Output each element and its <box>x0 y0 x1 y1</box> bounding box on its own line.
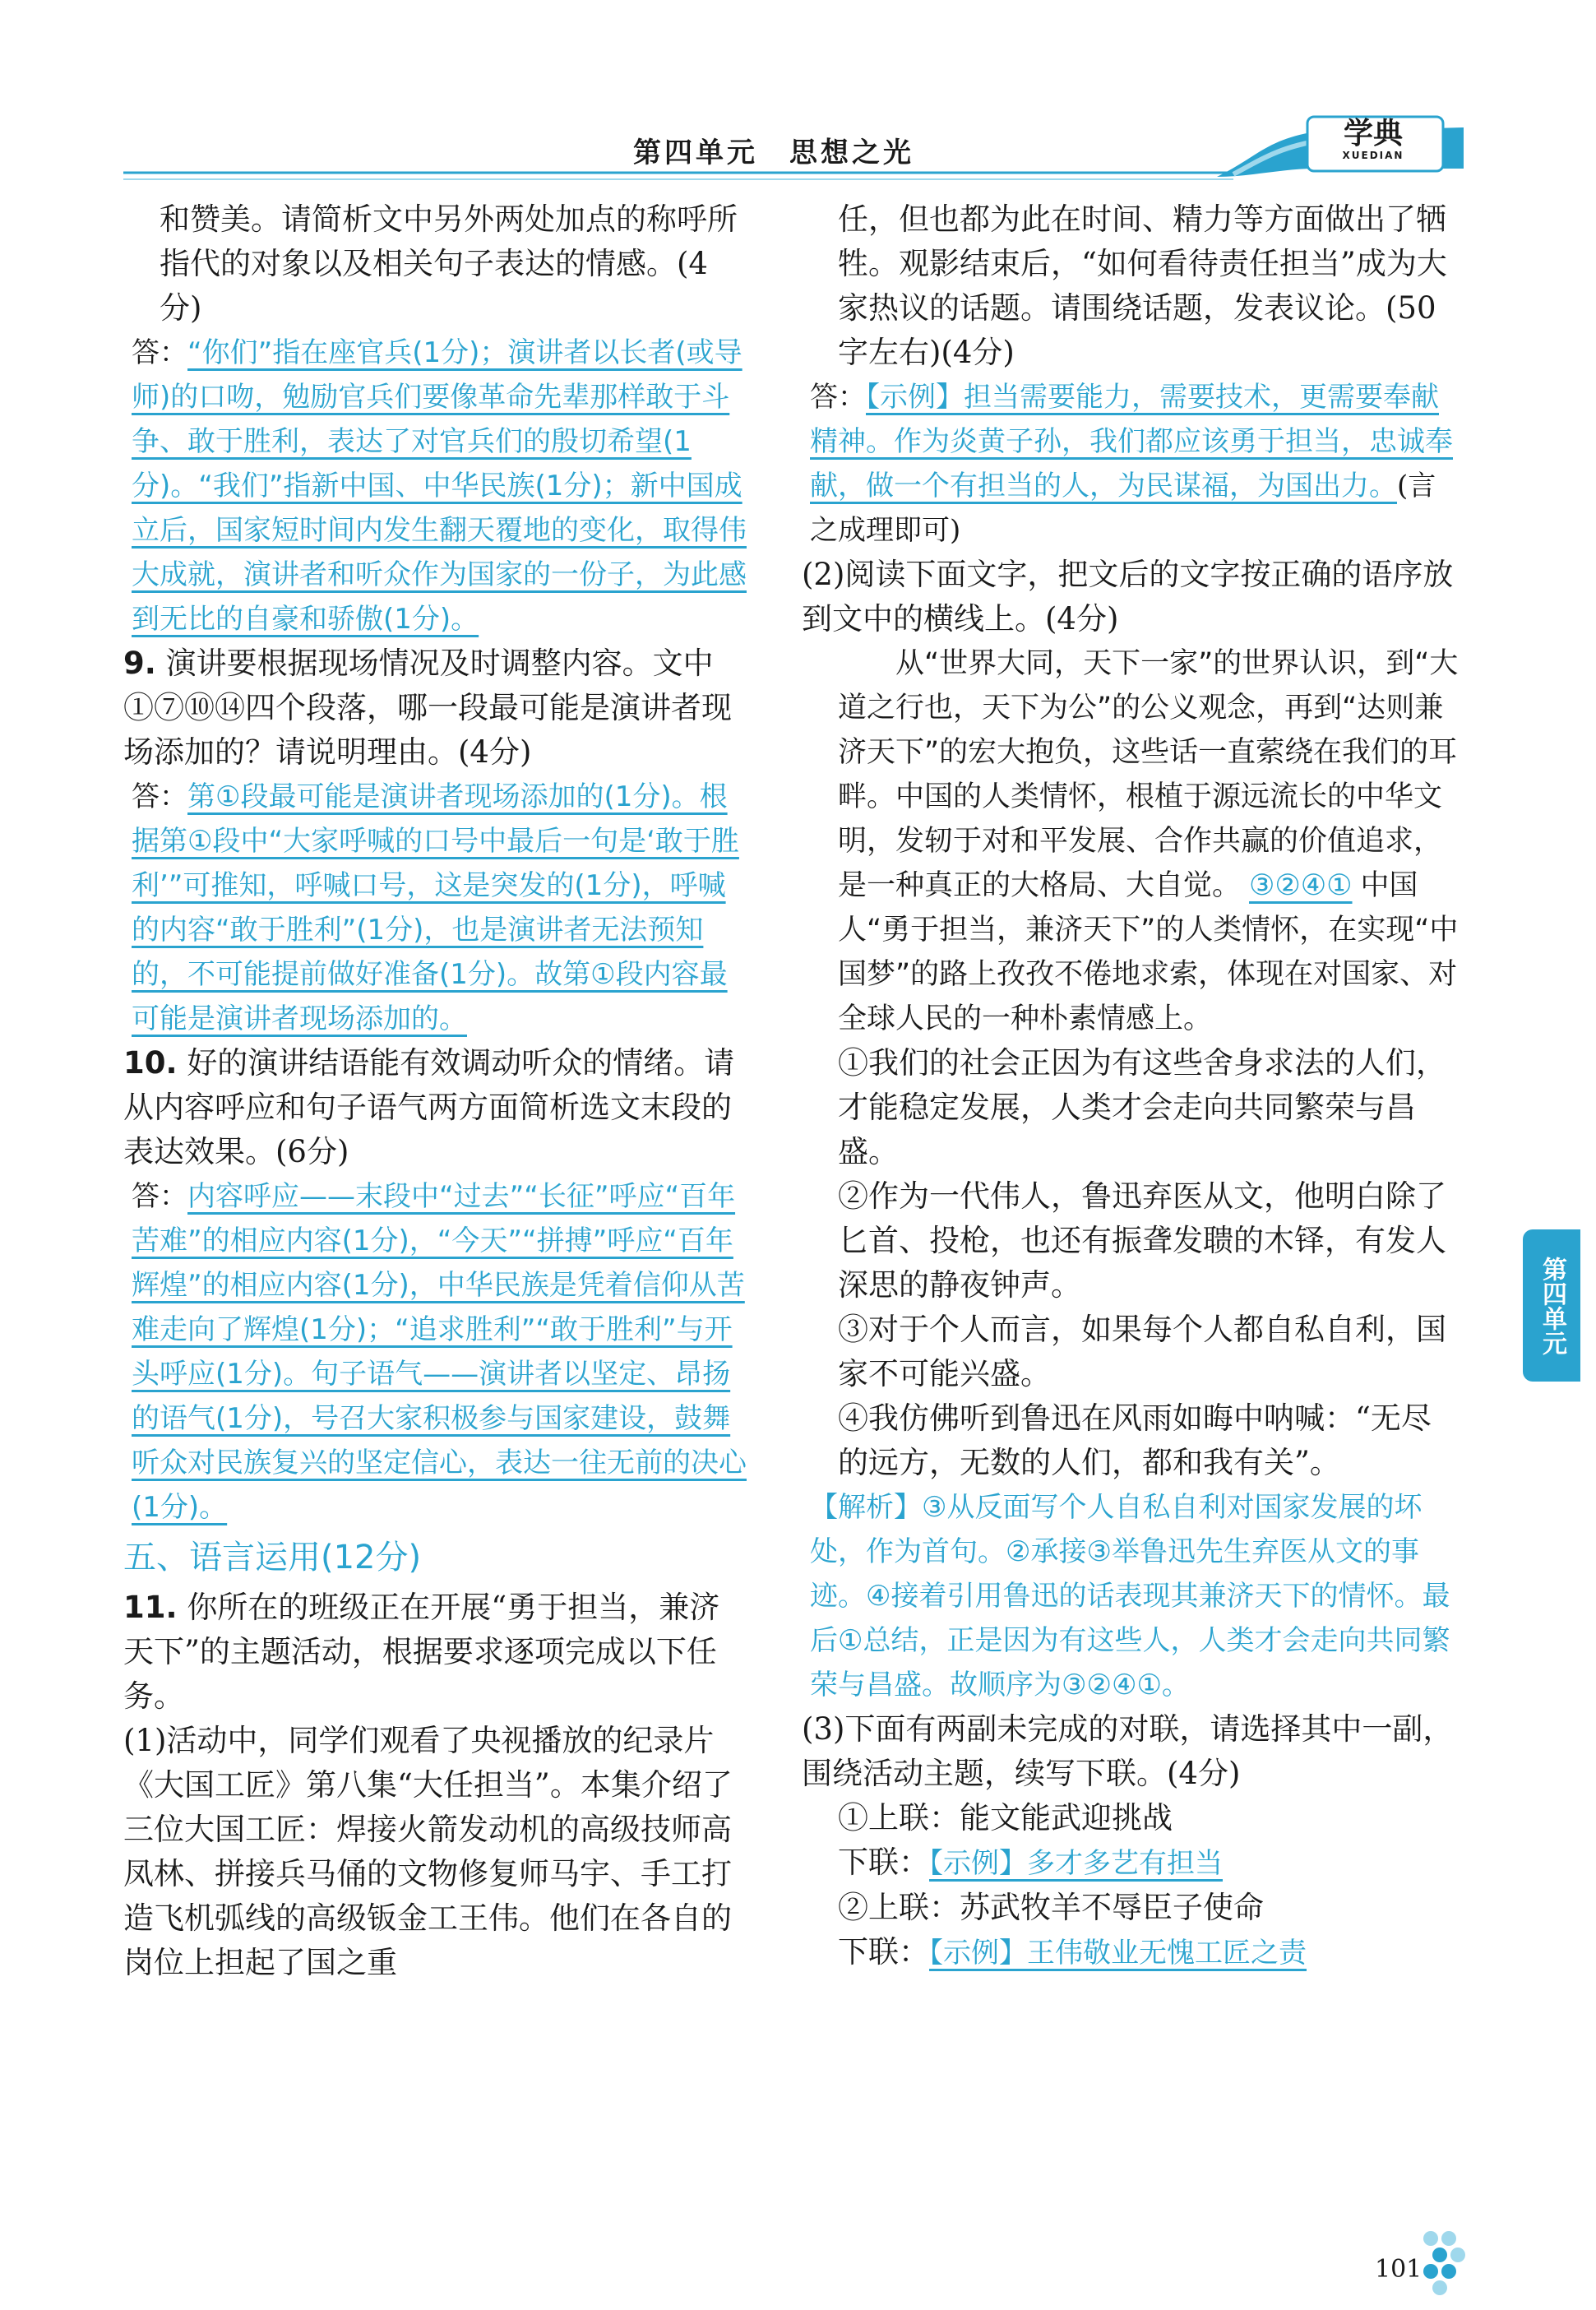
couplet-1-lower <box>802 1840 1460 1886</box>
brand-logo <box>1307 118 1439 168</box>
lower-label: 下联： <box>838 1845 929 1880</box>
question-11 <box>123 1586 748 1719</box>
answer-note: (言之成理即可) <box>810 470 1436 547</box>
answer-11-1-text: 【示例】担当需要能力，需要技术，更需要奉献精神。作为炎黄子孙，我们都应该勇于担当，忠诚奉献，做一个有担当的人，为民谋福，为国出力。 <box>810 381 1453 502</box>
logo-text-en: XUEDIAN <box>1342 150 1404 161</box>
logo-text-cn: 学典 <box>1343 117 1403 150</box>
passage-part-a: 从“世界大同，天下一家”的世界认识，到“大道之行也，天下为公”的公义观念，再到“达则兼济天下”的宏大抱负，这些话一直萦绕在我们的耳畔。中国的人类情怀，根植于源远流长的中华文明，发轫于对和平发展、合作共赢的价值追求，是一种真正的大格局、大自觉。 <box>838 647 1459 902</box>
couplet-1-upper: ①上联：能文能武迎挑战 <box>838 1800 1173 1836</box>
answer-label: 答： <box>132 336 187 369</box>
question-10 <box>123 1041 748 1174</box>
page-header <box>0 0 1596 189</box>
answer-label: 答： <box>132 780 187 813</box>
right-column <box>802 197 1460 1975</box>
question-11-part-1-continued: 任，但也都为此在时间、精力等方面做出了牺牲。观影结束后，“如何看待责任担当”成为大家热议的话题。请围绕话题，发表议论。(50字左右)(4分) <box>838 201 1447 370</box>
question-8-continued: 和赞美。请简析文中另外两处加点的称呼所指代的对象以及相关句子表达的情感。(4分) <box>160 201 738 326</box>
option-2: ②作为一代伟人，鲁迅弃医从文，他明白除了匕首、投枪，也还有振聋发聩的木铎，有发人深思的静夜钟声。 <box>838 1178 1446 1303</box>
question-11-text: 你所在的班级正在开展“勇于担当，兼济天下”的主题活动，根据要求逐项完成以下任务。 <box>123 1590 720 1714</box>
question-9-text: 演讲要根据现场情况及时调整内容。文中①⑦⑩⑭四个段落，哪一段最可能是演讲者现场添加的？请说明理由。(4分) <box>123 646 732 770</box>
option-1: ①我们的社会正因为有这些舍身求法的人们，才能稳定发展，人类才会走向共同繁荣与昌盛。 <box>838 1045 1446 1169</box>
answer-8 <box>123 331 748 641</box>
answer-10-text: 内容呼应——末段中“过去”“长征”呼应“百年苦难”的相应内容(1分)，“今天”“拼搏”呼应“百年辉煌”的相应内容(1分)，中华民族是凭着信仰从苦难走向了辉煌(1分)；“追求胜利”“敢于胜利”与开头呼应(1分)。句子语气——演讲者以坚定、昂扬的语气(1分)，号召大家积极参与国家建设，鼓舞听众对民族复兴的坚定信心，表达一往无前的决心(1分)。 <box>132 1180 747 1524</box>
answer-label: 答： <box>132 1180 187 1213</box>
answer-9-text: 第①段最可能是演讲者现场添加的(1分)。根据第①段中“大家呼喊的口号中最后一句是‘敢于胜利’”可推知，呼喊口号，这是突发的(1分)，呼喊的内容“敢于胜利”(1分)，也是演讲者无法预知的，不可能提前做好准备(1分)。故第①段内容最可能是演讲者现场添加的。 <box>132 780 739 1035</box>
couplet-2-lower <box>802 1930 1460 1975</box>
answer-11-1 <box>802 375 1460 553</box>
option-3: ③对于个人而言，如果每个人都自私自利，国家不可能兴盛。 <box>838 1312 1446 1391</box>
question-11-part-2: (2)阅读下面文字，把文后的文字按正确的语序放到文中的横线上。(4分) <box>802 557 1454 637</box>
reading-passage <box>838 641 1460 1041</box>
question-11-part-3: (3)下面有两副未完成的对联，请选择其中一副，围绕活动主题，续写下联。(4分) <box>802 1711 1454 1791</box>
decorative-dots <box>1414 2229 1480 2303</box>
answer-label: 答： <box>810 381 866 414</box>
left-column <box>123 197 748 1985</box>
page-number: 101 <box>1375 2255 1423 2284</box>
couplet-2-upper: ②上联：苏武牧羊不辱臣子使命 <box>838 1890 1264 1925</box>
couplet-1-answer: 【示例】多才多艺有担当 <box>929 1847 1223 1880</box>
unit-title: 第四单元 思想之光 <box>633 137 914 169</box>
fill-blank-answer: ③②④① <box>1249 869 1353 902</box>
answer-9 <box>123 775 748 1041</box>
question-number: 10. <box>123 1045 178 1081</box>
question-10-text: 好的演讲结语能有效调动听众的情绪。请从内容呼应和句子语气两方面简析选文末段的表达效果。(6分) <box>123 1045 735 1169</box>
question-number: 11. <box>123 1590 178 1625</box>
question-number: 9. <box>123 646 156 681</box>
question-11-part-1: (1)活动中，同学们观看了央视播放的纪录片《大国工匠》第八集“大任担当”。本集介绍了三位大国工匠：焊接火箭发动机的高级技师高凤林、拼接兵马俑的文物修复师马宇、手工打造飞机弧线的高级钣金工王伟。他们在各自的岗位上担起了国之重 <box>123 1723 733 1980</box>
option-4: ④我仿佛听到鲁迅在风雨如晦中呐喊：“无尽的远方，无数的人们，都和我有关”。 <box>838 1400 1432 1480</box>
answer-8-text: “你们”指在座官兵(1分)；演讲者以长者(或导师)的口吻，勉励官兵们要像革命先辈那样敢于斗争、敢于胜利，表达了对官兵们的殷切希望(1分)。“我们”指新中国、中华民族(1分)；新中国成立后，国家短时间内发生翻天覆地的变化，取得伟大成就，演讲者和听众作为国家的一份子，为此感到无比的自豪和骄傲(1分)。 <box>132 336 747 636</box>
answer-10 <box>123 1174 748 1530</box>
unit-side-tab: 第四单元 <box>1523 1229 1580 1382</box>
section-heading: 五、语言运用(12分) <box>123 1539 422 1576</box>
passage-part-b: 中国人“勇于担当，兼济天下”的人类情怀，在实现“中国梦”的路上孜孜不倦地求索，体现在对国家、对全球人民的一种朴素情感上。 <box>838 869 1459 1035</box>
couplet-2-answer: 【示例】王伟敬业无愧工匠之责 <box>929 1937 1307 1970</box>
question-9 <box>123 641 748 775</box>
lower-label: 下联： <box>838 1934 929 1970</box>
analysis-text: 【解析】③从反面写个人自私自利对国家发展的坏处，作为首句。②承接③举鲁迅先生弃医从文的事迹。④接着引用鲁迅的话表现其兼济天下的情怀。最后①总结，正是因为有这些人，人类才会走向共同繁荣与昌盛。故顺序为③②④①。 <box>810 1491 1450 1701</box>
analysis <box>802 1485 1460 1707</box>
